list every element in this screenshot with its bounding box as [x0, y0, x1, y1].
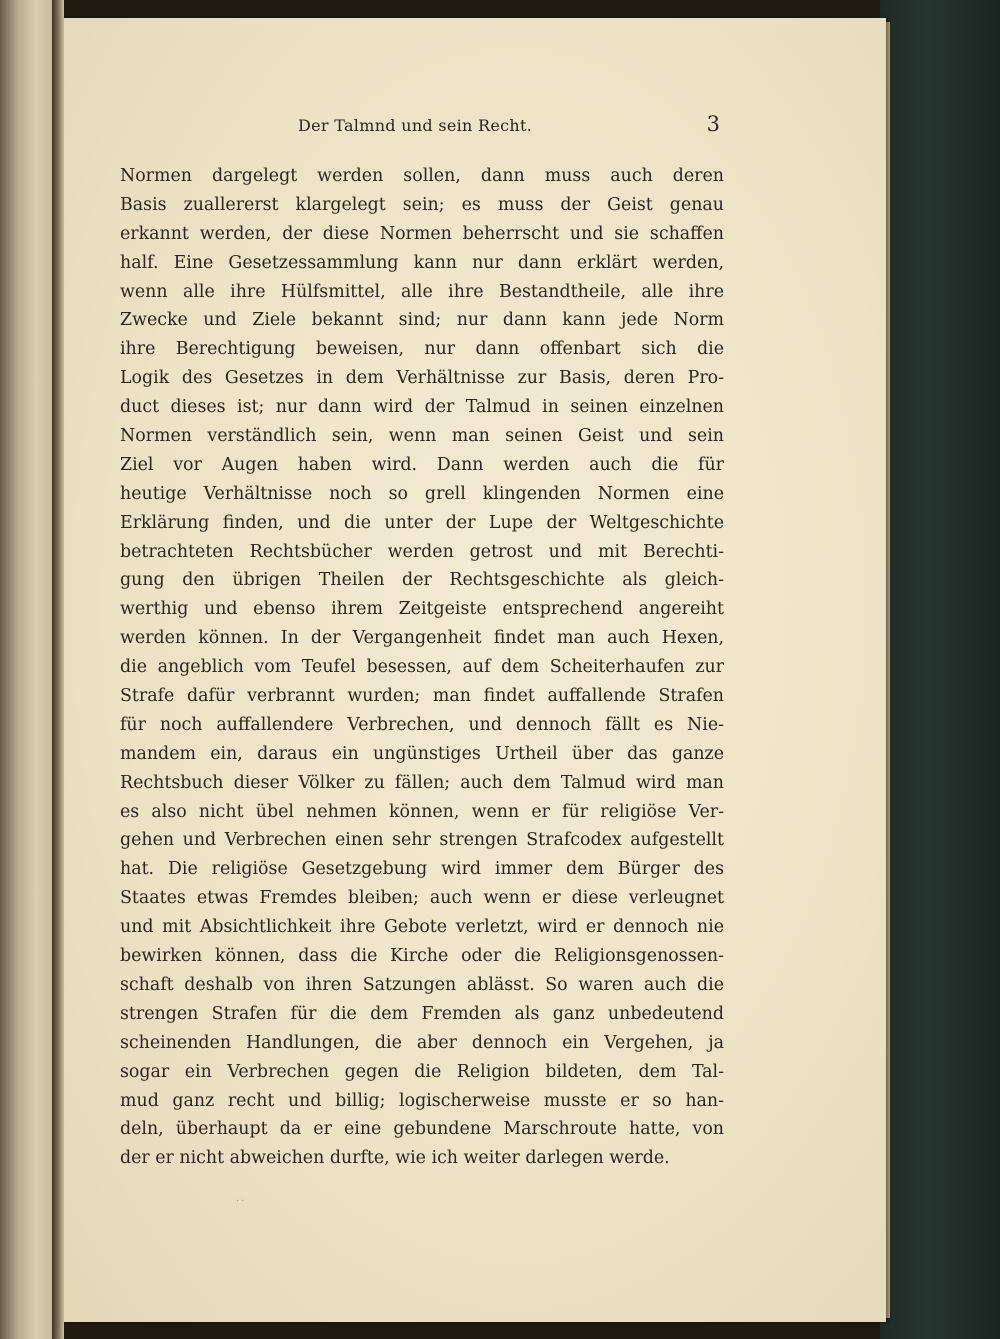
text-line: heutige Verhältnisse noch so grell klingenden Normen eine — [120, 483, 724, 504]
text-line: Normen verständlich sein, wenn man seinen Geist und sein — [120, 426, 724, 447]
text-line: sogar ein Verbrechen gegen die Religion bildeten, dem Tal- — [120, 1061, 724, 1082]
text-line: ihre Berechtigung beweisen, nur dann offenbart sich die — [120, 339, 724, 360]
text-line: Rechtsbuch dieser Völker zu fällen; auch dem Talmud wird man — [120, 772, 724, 793]
text-line: schaft deshalb von ihren Satzungen ablässt. So waren auch die — [120, 974, 724, 995]
text-line: duct dieses ist; nur dann wird der Talmud in seinen einzelnen — [120, 397, 724, 418]
text-line: es also nicht übel nehmen können, wenn er für religiöse Ver- — [120, 801, 724, 822]
running-head — [120, 112, 724, 142]
text-line: die angeblich vom Teufel besessen, auf dem Scheiterhaufen zur — [120, 657, 724, 678]
text-line: deln, überhaupt da er eine gebundene Marschroute hatte, von — [120, 1119, 724, 1140]
text-line: werden können. In der Vergangenheit findet man auch Hexen, — [120, 628, 724, 649]
facing-page-edge — [0, 0, 53, 1339]
text-line: Erklärung finden, und die unter der Lupe der Weltgeschichte — [120, 512, 724, 533]
text-line: Basis zuallererst klargelegt sein; es muss der Geist genau — [120, 194, 724, 215]
body-text — [120, 162, 724, 1173]
text-line: erkannt werden, der diese Normen beherrscht und sie schaffen — [120, 223, 724, 244]
printer-mark: ·· — [236, 1196, 247, 1207]
text-line: Normen dargelegt werden sollen, dann muss auch deren — [120, 166, 724, 186]
text-line: gung den übrigen Theilen der Rechtsgeschichte als gleich- — [120, 570, 724, 591]
running-head-title: Der Talmnd und sein Recht. — [298, 116, 533, 135]
text-line: der er nicht abweichen durfte, wie ich weiter darlegen werde. — [120, 1148, 670, 1169]
text-line: scheinenden Handlungen, die aber dennoch ein Vergehen, ja — [120, 1032, 724, 1053]
text-line: Strafe dafür verbrannt wurden; man findet auffallende Strafen — [120, 686, 724, 707]
text-line: mandem ein, daraus ein ungünstiges Urtheil über das ganze — [120, 743, 724, 764]
text-line: hat. Die religiöse Gesetzgebung wird immer dem Bürger des — [120, 859, 724, 880]
text-line: gehen und Verbrechen einen sehr strengen Strafcodex aufgestellt — [120, 830, 724, 851]
text-line: Zwecke und Ziele bekannt sind; nur dann kann jede Norm — [120, 310, 724, 331]
text-line: für noch auffallendere Verbrechen, und dennoch fällt es Nie- — [120, 714, 724, 735]
text-line: Ziel vor Augen haben wird. Dann werden auch die für — [120, 454, 724, 475]
text-line: werthig und ebenso ihrem Zeitgeiste entsprechend angereiht — [120, 599, 724, 620]
text-line: Staates etwas Fremdes bleiben; auch wenn er diese verleugnet — [120, 888, 724, 909]
text-line: mud ganz recht und billig; logischerweise musste er so han- — [120, 1090, 724, 1111]
text-line: wenn alle ihre Hülfsmittel, alle ihre Bestandtheile, alle ihre — [120, 281, 724, 302]
text-line: Logik des Gesetzes in dem Verhältnisse zur Basis, deren Pro- — [120, 368, 724, 389]
text-line: half. Eine Gesetzessammlung kann nur dann erklärt werden, — [120, 252, 724, 273]
text-line: betrachteten Rechtsbücher werden getrost und mit Berechti- — [120, 541, 724, 562]
text-line: strengen Strafen für die dem Fremden als ganz unbedeutend — [120, 1003, 724, 1024]
book-cover — [880, 0, 1000, 1339]
book-gutter — [52, 0, 64, 1339]
text-line: bewirken können, dass die Kirche oder die Religionsgenossen- — [120, 946, 724, 967]
text-line: und mit Absichtlichkeit ihre Gebote verletzt, wird er dennoch nie — [120, 917, 724, 938]
page-number: 3 — [706, 112, 720, 136]
